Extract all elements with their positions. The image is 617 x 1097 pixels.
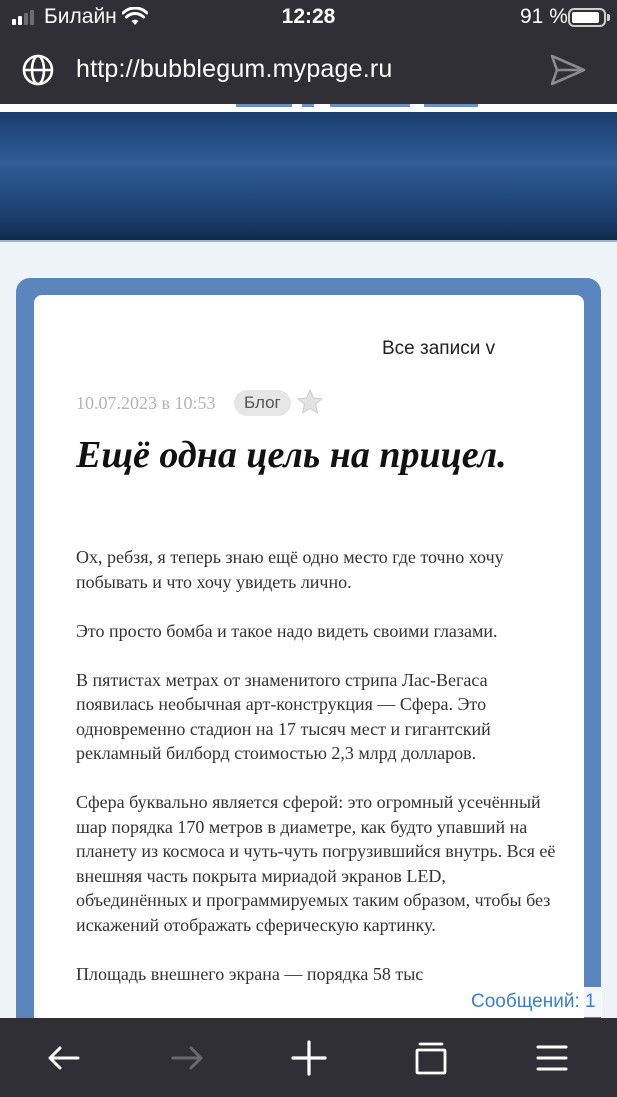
star-icon[interactable] bbox=[296, 388, 324, 416]
browser-chrome-top bbox=[0, 0, 617, 104]
globe-icon bbox=[21, 53, 55, 87]
tabs-icon bbox=[409, 1036, 453, 1080]
carrier-name: Билайн bbox=[44, 5, 117, 28]
post-paragraph: Ох, ребзя, я теперь знаю ещё одно место где точно хочу побывать и что хочу увидеть лично. bbox=[76, 547, 504, 592]
battery-icon bbox=[568, 8, 606, 27]
url-text[interactable]: http://bubblegum.mypage.ru bbox=[76, 55, 393, 83]
forward-button[interactable] bbox=[165, 1036, 209, 1080]
site-header-banner bbox=[0, 112, 617, 240]
post-title: Ещё одна цель на прицел. bbox=[76, 434, 507, 476]
post-paragraph: Площадь внешнего экрана — порядка 58 тыс bbox=[76, 963, 424, 984]
clock: 12:28 bbox=[281, 5, 336, 28]
back-arrow-icon bbox=[42, 1036, 86, 1080]
address-bar[interactable] bbox=[0, 38, 617, 102]
new-tab-button[interactable] bbox=[287, 1036, 331, 1080]
post-paragraph: Сфера буквально является сферой: это огромный усечённый шар порядка 170 метров в диаметре, как будто упавший на планету из космоса и чуть-чуть погрузившийся внутрь. Вся её внешняя часть покрыта мириадой экранов LED, объединённых и программируемых таким образом, чтобы без искажений отображать сферическую картинку. bbox=[76, 792, 556, 935]
new-tab-plus-icon bbox=[287, 1036, 331, 1080]
forward-arrow-icon bbox=[165, 1036, 209, 1080]
post-tag[interactable]: Блог bbox=[234, 390, 291, 416]
post-paragraph: В пятистах метрах от знаменитого стрипа Лас-Вегаса появилась необычная арт-конструкция — Сфера. Это одновременно стадион на 17 тысяч мест и гигантский рекламный билборд стоимостью 2,3 млрд долларов. bbox=[76, 669, 491, 763]
send-icon[interactable] bbox=[548, 52, 588, 88]
battery-percent: 91 % bbox=[520, 5, 568, 28]
menu-icon bbox=[530, 1036, 574, 1080]
status-bar bbox=[0, 0, 617, 36]
post-paragraph: Это просто бомба и такое надо видеть своими глазами. bbox=[76, 620, 498, 641]
post-date: 10.07.2023 в 10:53 bbox=[76, 393, 216, 413]
post-body bbox=[76, 545, 556, 1011]
back-button[interactable] bbox=[42, 1036, 86, 1080]
messages-badge[interactable]: Сообщений: 1 bbox=[463, 987, 602, 1017]
all-posts-dropdown[interactable]: Все записи v bbox=[382, 338, 496, 359]
menu-button[interactable] bbox=[530, 1036, 574, 1080]
site-nav-strip bbox=[0, 104, 617, 112]
tabs-button[interactable] bbox=[409, 1036, 453, 1080]
browser-toolbar bbox=[0, 1018, 617, 1097]
